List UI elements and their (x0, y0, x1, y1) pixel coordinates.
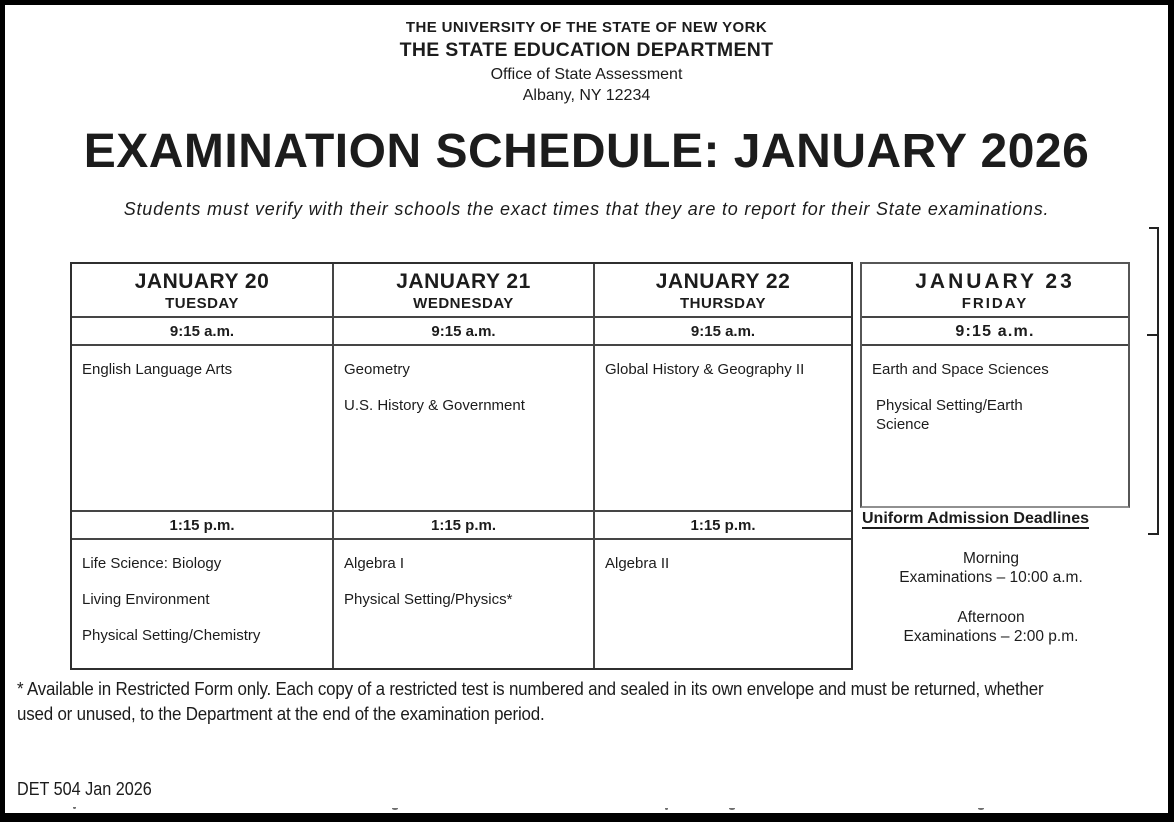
morning-deadline-label: Morning (963, 550, 1019, 567)
letterhead-office: Office of State Assessment (490, 66, 683, 83)
exam-schedule-table (70, 262, 853, 670)
exam-name: Living Environment (82, 591, 210, 608)
letterhead (5, 19, 1168, 105)
day-date: JANUARY 22 (655, 270, 791, 293)
morning-exams-jan21 (334, 346, 595, 512)
afternoon-exams-jan20 (72, 540, 334, 668)
letterhead-university: THE UNIVERSITY OF THE STATE OF NEW YORK (405, 19, 768, 36)
morning-exams-jan22 (595, 346, 851, 512)
morning-exams-jan23 (862, 346, 1128, 506)
day-jan23-table (860, 262, 1130, 508)
exam-name: Algebra I (344, 555, 405, 572)
afternoon-exams-jan22 (595, 540, 851, 668)
footnote-line2: used or unused, to the Department at the end of the examination period. (17, 704, 545, 724)
page-canvas (5, 5, 1168, 813)
morning-exams-jan20 (72, 346, 334, 512)
afternoon-deadline (855, 608, 1127, 646)
uniform-admission-deadlines (855, 510, 1127, 646)
uniform-admission-heading: Uniform Admission Deadlines (862, 510, 1089, 527)
scan-artifact-bracket-tick (1148, 533, 1159, 535)
footnote-line1: * Available in Restricted Form only. Each copy of a restricted test is numbered and sealed in its own envelope and must be returned, whether (17, 679, 1044, 699)
afternoon-deadline-time: Examinations – 2:00 p.m. (903, 628, 1079, 645)
day-weekday: FRIDAY (961, 295, 1029, 312)
morning-deadline (855, 549, 1127, 587)
day-date: JANUARY 20 (134, 270, 270, 293)
scan-artifact-bracket-tick (1147, 334, 1159, 336)
scan-artifact-speck (729, 807, 735, 810)
exam-name: Life Science: Biology (82, 555, 222, 572)
morning-time-jan20: 9:15 a.m. (72, 318, 334, 346)
scan-artifact-bracket-tick (1149, 227, 1159, 229)
afternoon-exams-jan21 (334, 540, 595, 668)
letterhead-address: Albany, NY 12234 (522, 87, 651, 104)
morning-deadline-time: Examinations – 10:00 a.m. (899, 569, 1083, 586)
day-header-jan20 (72, 264, 334, 318)
day-header-jan21 (334, 264, 595, 318)
day-weekday: WEDNESDAY (413, 295, 514, 312)
verification-notice: Students must verify with their schools the exact times that they are to report for their State examinations. (123, 199, 1050, 219)
day-weekday: TUESDAY (165, 295, 239, 312)
scan-artifact-speck (665, 807, 668, 810)
day-header-jan22 (595, 264, 851, 318)
exam-name: U.S. History & Government (344, 397, 525, 414)
page-title: EXAMINATION SCHEDULE: JANUARY 2026 (83, 125, 1090, 178)
scan-artifact-speck (73, 806, 76, 809)
day-header-jan23 (862, 264, 1128, 318)
morning-time-jan21: 9:15 a.m. (334, 318, 595, 346)
morning-time-jan23: 9:15 a.m. (862, 318, 1128, 346)
exam-name: Physical Setting/Physics* (344, 591, 513, 608)
form-code: DET 504 Jan 2026 (17, 779, 152, 799)
afternoon-time-jan21: 1:15 p.m. (334, 512, 595, 540)
afternoon-time-jan22: 1:15 p.m. (595, 512, 851, 540)
afternoon-time-jan20: 1:15 p.m. (72, 512, 334, 540)
restricted-form-footnote (17, 677, 1043, 727)
scan-artifact-bracket (1157, 227, 1159, 535)
exam-name: Physical Setting/Earth (876, 397, 1023, 414)
scan-artifact-speck (392, 807, 398, 810)
exam-name: Geometry (344, 361, 410, 378)
day-weekday: THURSDAY (680, 295, 766, 312)
exam-name-wrap: Science (876, 416, 930, 433)
day-date: JANUARY 21 (396, 270, 531, 293)
letterhead-department: THE STATE EDUCATION DEPARTMENT (399, 39, 774, 61)
exam-name: English Language Arts (82, 361, 233, 378)
scan-artifact-speck (978, 807, 984, 810)
exam-name: Global History & Geography II (605, 361, 805, 378)
day-date: JANUARY 23 (915, 270, 1075, 293)
exam-name: Earth and Space Sciences (872, 361, 1049, 378)
exam-name: Algebra II (605, 555, 670, 572)
morning-time-jan22: 9:15 a.m. (595, 318, 851, 346)
afternoon-deadline-label: Afternoon (957, 609, 1025, 626)
exam-name: Physical Setting/Chemistry (82, 627, 261, 644)
